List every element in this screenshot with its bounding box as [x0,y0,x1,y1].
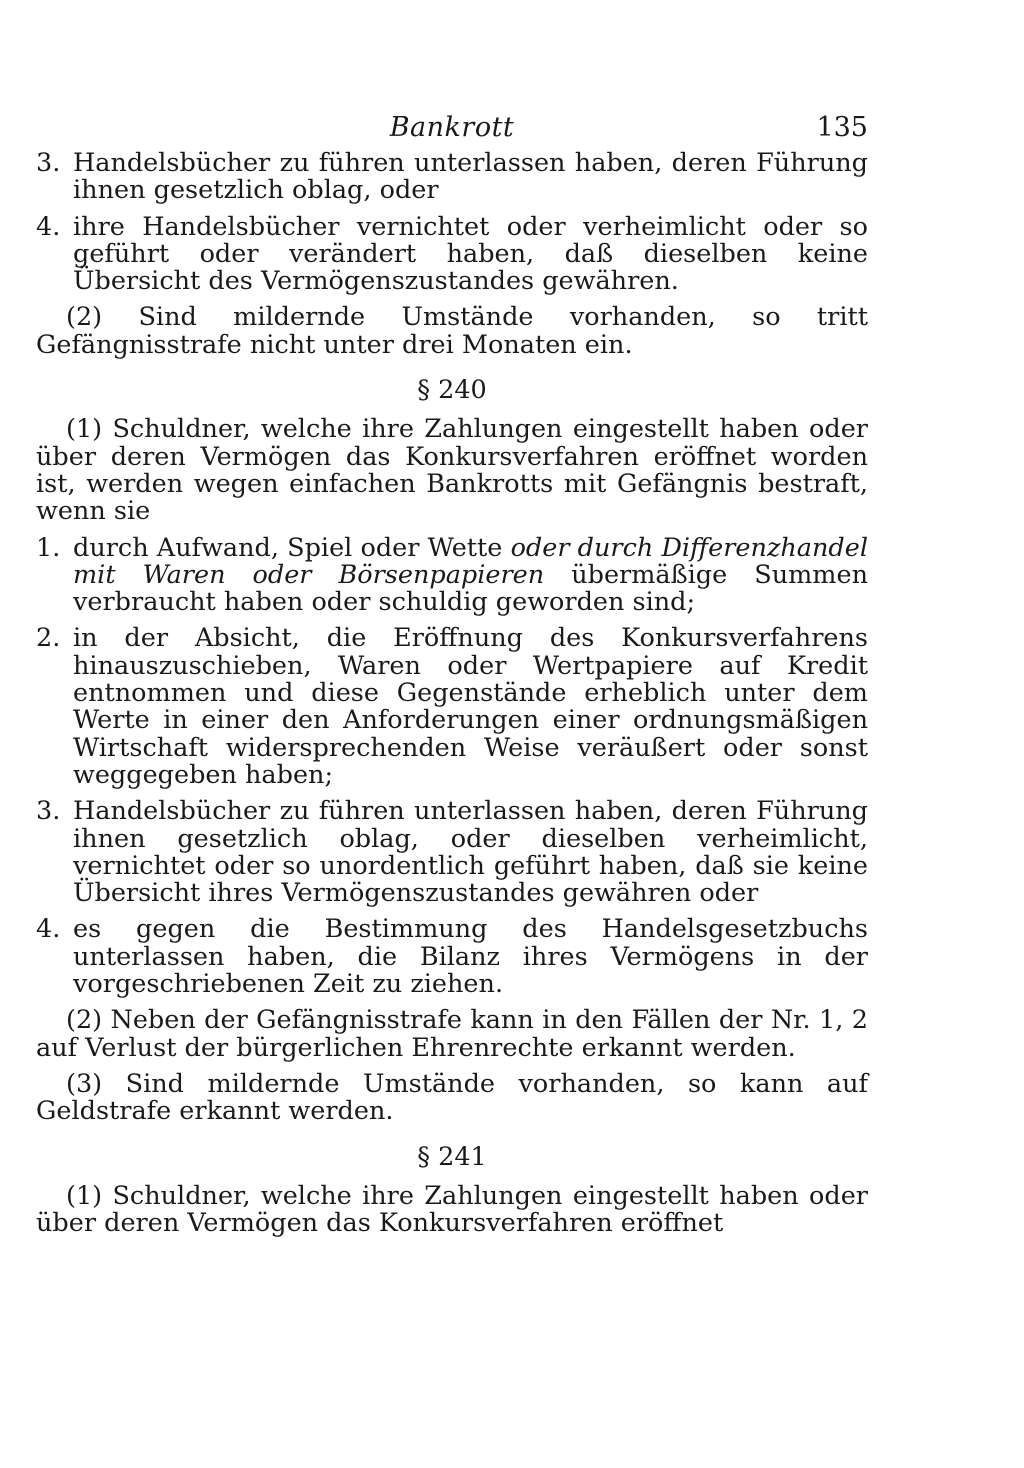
item-text: Handelsbücher zu führen unterlassen haben, deren Führung ihnen gesetzlich oblag, oder dieselben verheimlicht, vernichtet oder so unordentlich geführt haben, daß sie keine Übersicht ihres Vermögenszustandes gewähren oder [73,796,868,909]
list-item [36,625,868,789]
item-text [73,532,869,618]
paragraph: (3) Sind mildernde Umstände vorhanden, so kann auf Geldstrafe erkannt werden. [36,1068,868,1127]
list-item [36,798,868,907]
list-item [36,916,868,998]
list-item [36,211,868,297]
list-item [36,532,869,618]
item-number: 4. [36,914,61,945]
page-number: 135 [816,112,868,143]
list-item [36,150,868,205]
item-number: 2. [36,623,61,654]
paragraph: (1) Schuldner, welche ihre Zahlungen eingestellt haben oder über deren Vermögen das Konkursverfahren eröffnet worden ist, werden wegen einfachen Bankrotts mit Gefängnis bestraft, wenn sie [36,414,868,527]
paragraph: (2) Sind mildernde Umstände vorhanden, so tritt Gefängnisstrafe nicht unter drei Monaten ein. [36,302,868,360]
item-text-plain: durch Aufwand, Spiel oder Wette [73,532,511,563]
item-text: in der Absicht, die Eröffnung des Konkursverfahrens hinauszuschieben, Waren oder Wertpapiere auf Kredit entnommen und diese Gegenstände erheblich unter dem Werte in einer den Anforderungen einer ordnungsmäßigen Wirtschaft widersprechenden Weise veräußert oder sonst weggegeben haben; [73,623,868,790]
item-text: es gegen die Bestimmung des Handelsgesetzbuchs unterlassen haben, die Bilanz ihres Vermögens in der vorgeschriebenen Zeit zu ziehen. [73,914,868,1000]
item-text: ihre Handelsbücher vernichtet oder verheimlicht oder so geführt oder verändert haben, daß dieselben keine Übersicht des Vermögenszustandes gewähren. [73,211,868,297]
running-header [36,100,868,150]
document-page [36,100,868,1246]
section-heading-240: § 240 [417,375,487,406]
item-number: 3. [36,796,61,827]
item-number: 4. [36,211,61,242]
item-number: 3. [36,148,61,178]
paragraph: (1) Schuldner, welche ihre Zahlungen eingestellt haben oder über deren Vermögen das Konkursverfahren eröffnet [36,1180,868,1239]
section-heading-241: § 241 [417,1141,487,1172]
paragraph: (2) Neben der Gefängnisstrafe kann in den Fällen der Nr. 1, 2 auf Verlust der bürgerlichen Ehrenrechte erkannt werden. [36,1005,868,1063]
running-title: Bankrott [389,112,515,143]
item-text-italic: oder durch Differenzhandel mit Waren oder Börsenpapieren [73,532,868,590]
item-text: Handelsbücher zu führen unterlassen haben, deren Führung ihnen gesetzlich oblag, oder [73,148,868,206]
item-number: 1. [36,532,61,563]
item-text-plain-end: übermäßige Summen verbraucht haben oder schuldig geworden sind; [73,559,869,618]
